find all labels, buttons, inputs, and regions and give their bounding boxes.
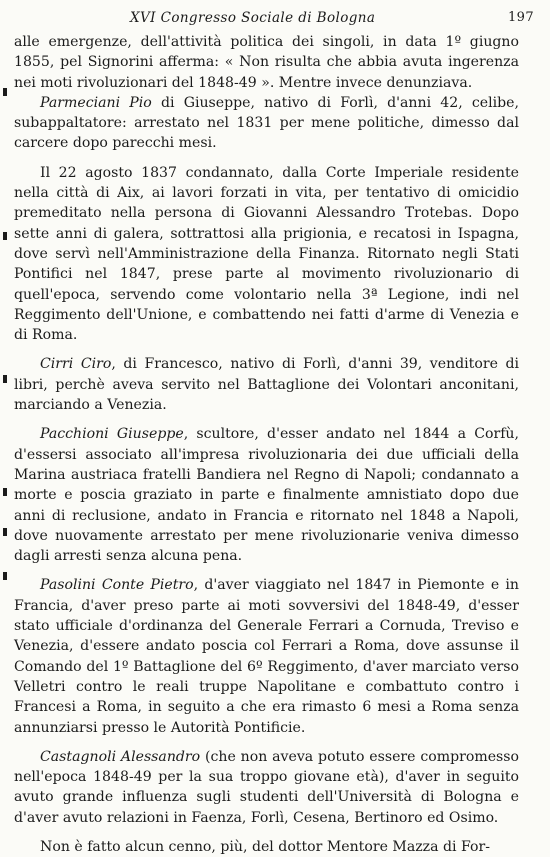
margin-marks — [0, 0, 12, 828]
page-number: 197 — [507, 10, 534, 25]
paragraph-text: (che non aveva potuto essere compromesso nell'epoca 1848-49 per la sua troppo giovane età), d'aver in seguito avuto grande influenza sugli studenti dell'Università di Bologna e d'aver avuto relazioni in Faenza, Forlì, Cesena, Bertinoro ed Osimo. — [14, 748, 520, 826]
running-header — [12, 6, 534, 28]
document-body — [14, 32, 519, 857]
paragraph — [14, 163, 519, 346]
person-name: Parmeciani Pio — [40, 94, 152, 111]
margin-mark — [3, 232, 7, 240]
paragraph — [14, 837, 519, 857]
margin-mark — [3, 488, 7, 496]
paragraph — [14, 747, 519, 828]
margin-mark — [3, 88, 7, 96]
header-title: XVI Congresso Sociale di Bologna — [130, 10, 376, 26]
paragraph-text: Non è fatto alcun cenno, più, del dottor Mentore Mazza di For- — [40, 838, 490, 855]
margin-mark — [3, 572, 7, 580]
paragraph — [14, 93, 519, 154]
person-name: Pasolini Conte Pietro — [40, 577, 194, 594]
person-name: Cirri Ciro — [40, 356, 112, 373]
person-name: Castagnoli Alessandro — [40, 748, 201, 765]
margin-mark — [3, 528, 7, 536]
paragraph — [14, 32, 519, 93]
paragraph-text: , d'aver viaggiato nel 1847 in Piemonte e in Francia, d'aver preso parte ai moti sovversivi del 1848-49, d'esser stato ufficiale d'ordinanza del Generale Ferrari a Cornuda, Treviso e Venezia, d'essere andato poscia col Ferrari a Roma, dove assunse il Comando del 1º Battaglione del 6º Reggimento, d'aver marciato verso Velletri contro le reali truppe Napolitane e combattuto contro i Francesi a Roma, in seguito a che era rimasto 6 mesi a Roma senza annunziarsi presso le Autorità Pontificie. — [14, 577, 519, 736]
paragraph-text: , di Francesco, nativo di Forlì, d'anni 39, venditore di libri, perchè aveva servito nel Battaglione dei Volontari anconitani, marciando a Venezia. — [14, 356, 519, 414]
paragraph-text: di Giuseppe, nativo di Forlì, d'anni 42, celibe, subappaltatore: arrestato nel 1831 per mene politiche, dimesso dal carcere dopo parecchi mesi. — [14, 94, 519, 152]
paragraph-text: , scultore, d'esser andato nel 1844 a Corfù, d'essersi associato all'impresa rivoluzionaria dei due ufficiali della Marina austriaca fratelli Bandiera nel Regno di Napoli; condannato a morte e poscia graziato in parte e finalmente amnistiato dopo due anni di reclusione, andato in Francia e ritornato nel 1848 a Napoli, dove nuovamente arrestato per mene rivoluzionarie veniva dimesso dagli arresti senza alcuna pena. — [14, 426, 519, 565]
paragraph — [14, 575, 519, 737]
paragraph-text: Il 22 agosto 1837 condannato, dalla Corte Imperiale residente nella città di Aix, ai lavori forzati in vita, per tentativo di omicidio premeditato nella persona di Giovanni Alessandro Trotebas. Dopo sette anni di galera, sottrattosi alla prigionia, e recatosi in Ispagna, dove servì nell'Amministrazione della Finanza. Ritornato negli Stati Pontifici nel 1847, prese parte al movimento rivoluzionario di quell'epoca, servendo come volontario nella 3ª Legione, indi nel Reggimento dell'Unione, e combattendo nei fatti d'arme di Venezia e di Roma. — [14, 164, 519, 344]
paragraph — [14, 354, 519, 415]
person-name: Pacchioni Giuseppe — [40, 426, 184, 443]
paragraph — [14, 424, 519, 566]
margin-mark — [3, 375, 7, 383]
paragraph-text: alle emergenze, dell'attività politica dei singoli, in data 1º giugno 1855, pel Signorini afferma: « Non risulta che abbia avuta ingerenza nei moti rivoluzionari del 1848-49 ». Mentre invece denunziava. — [14, 34, 519, 91]
